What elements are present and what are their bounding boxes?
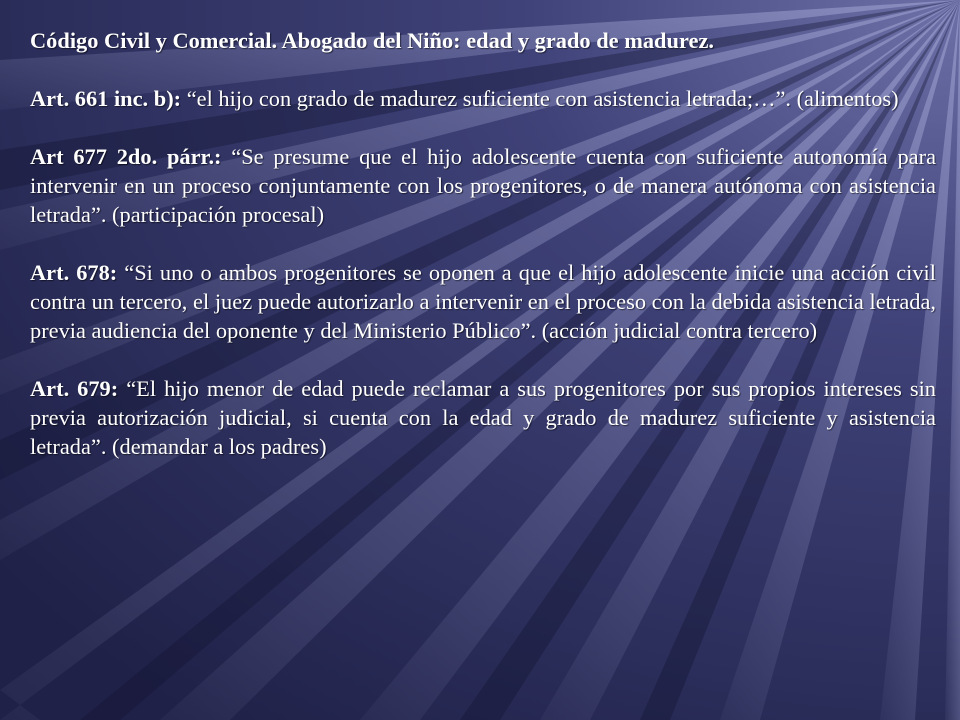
article-661: [30, 84, 936, 113]
article-label: Art. 678:: [30, 260, 118, 285]
article-text: “El hijo menor de edad puede reclamar a sus progenitores por sus propios intereses sin previa autorización judicial, si cuenta con la edad y grado de madurez suficiente y asistencia letrada”. (demandar a los padres): [30, 376, 936, 459]
article-label: Art. 679:: [30, 376, 119, 401]
article-label: Art 677 2do. párr.:: [30, 144, 222, 169]
slide-content: [30, 26, 936, 490]
article-label: Art. 661 inc. b):: [30, 86, 182, 111]
article-text: “Se presume que el hijo adolescente cuenta con suficiente autonomía para intervenir en un proceso conjuntamente con los progenitores, o de manera autónoma con asistencia letrada”. (participación procesal): [30, 144, 937, 227]
article-678: [30, 258, 936, 345]
article-677: [30, 142, 936, 229]
article-text: “Si uno o ambos progenitores se oponen a que el hijo adolescente inicie una acción civil contra un tercero, el juez puede autorizarlo a intervenir en el proceso con la debida asistencia letrada, previa audiencia del oponente y del Ministerio Público”. (acción judicial contra tercero): [30, 260, 936, 343]
article-text: “el hijo con grado de madurez suficiente con asistencia letrada;…”. (alimentos): [181, 86, 899, 111]
article-679: [30, 374, 936, 461]
slide-title: Código Civil y Comercial. Abogado del Niño: edad y grado de madurez.: [30, 28, 714, 53]
